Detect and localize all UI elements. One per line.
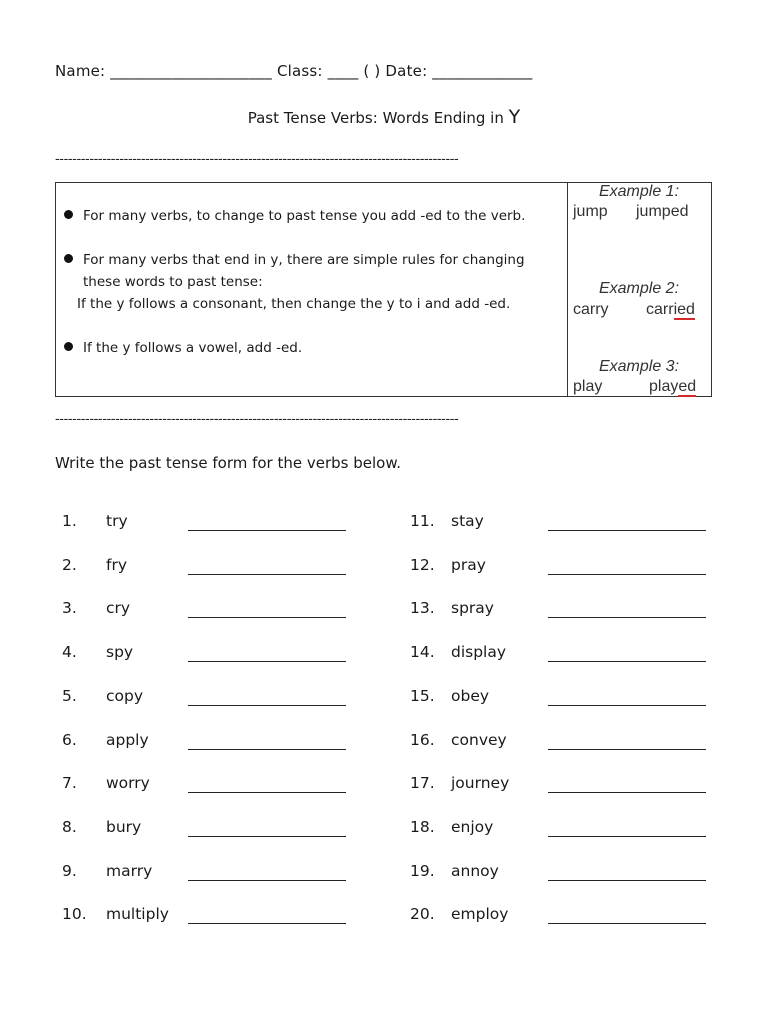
verb-number: 5. xyxy=(62,687,77,705)
answer-blank[interactable] xyxy=(548,687,706,706)
answer-blank[interactable] xyxy=(548,643,706,662)
verb-word: copy xyxy=(106,687,144,705)
verb-word: stay xyxy=(451,512,484,530)
answer-blank[interactable] xyxy=(188,731,346,750)
example-1-base: jump xyxy=(573,203,608,220)
verb-number: 19. xyxy=(410,862,435,880)
example-2-suffix: ied xyxy=(673,301,695,318)
title-text: Past Tense Verbs: Words Ending in xyxy=(247,109,504,127)
answer-blank[interactable] xyxy=(188,774,346,793)
example-3-suffix: ed xyxy=(678,378,697,395)
verb-word: apply xyxy=(106,731,149,749)
answer-blank[interactable] xyxy=(548,774,706,793)
bullet-icon xyxy=(64,210,73,219)
answer-blank[interactable] xyxy=(548,731,706,750)
example-2-title: Example 2: xyxy=(598,280,680,297)
verb-word: try xyxy=(106,512,128,530)
verb-word: obey xyxy=(451,687,490,705)
verb-number: 4. xyxy=(62,643,77,661)
verb-word: multiply xyxy=(106,905,169,923)
header-fields: Name: _____________________ Class: ____ ( ) Date: _____________ xyxy=(55,62,533,80)
verb-number: 10. xyxy=(62,905,87,923)
verb-word: marry xyxy=(106,862,153,880)
separator-bottom: ---------------------------------------------------------------------------------------------- xyxy=(55,412,459,427)
verb-word: pray xyxy=(451,556,486,574)
verb-word: journey xyxy=(451,774,510,792)
answer-blank[interactable] xyxy=(548,512,706,531)
title-letter: Y xyxy=(508,106,521,128)
bullet-icon xyxy=(64,254,73,263)
example-2-base: carry xyxy=(573,301,609,318)
rule-1: For many verbs, to change to past tense you add -ed to the verb. xyxy=(64,205,525,227)
rules-box xyxy=(55,182,712,397)
verb-number: 6. xyxy=(62,731,77,749)
verb-number: 16. xyxy=(410,731,435,749)
answer-blank[interactable] xyxy=(548,818,706,837)
verb-number: 8. xyxy=(62,818,77,836)
separator-top: ---------------------------------------------------------------------------------------------- xyxy=(55,152,459,167)
example-3-base: play xyxy=(573,378,603,395)
verb-word: spray xyxy=(451,599,494,617)
verb-number: 3. xyxy=(62,599,77,617)
example-1-title: Example 1: xyxy=(598,183,680,200)
verb-word: display xyxy=(451,643,507,661)
verb-word: convey xyxy=(451,731,507,749)
verb-number: 9. xyxy=(62,862,77,880)
rule-2: For many verbs that end in y, there are simple rules for changing these words to past tense: If the y follows a consonant, then change the y to i and add -ed. xyxy=(64,249,525,315)
answer-blank[interactable] xyxy=(188,556,346,575)
answer-blank[interactable] xyxy=(548,556,706,575)
answer-blank[interactable] xyxy=(548,905,706,924)
answer-blank[interactable] xyxy=(188,687,346,706)
verb-number: 20. xyxy=(410,905,435,923)
bullet-icon xyxy=(64,342,73,351)
verb-number: 13. xyxy=(410,599,435,617)
verb-number: 2. xyxy=(62,556,77,574)
example-1-past: jumped xyxy=(636,203,689,220)
rules-column xyxy=(56,183,568,396)
verb-number: 14. xyxy=(410,643,435,661)
answer-blank[interactable] xyxy=(548,862,706,881)
verb-word: spy xyxy=(106,643,134,661)
example-3-past: played xyxy=(649,378,697,395)
verb-word: employ xyxy=(451,905,509,923)
verb-number: 15. xyxy=(410,687,435,705)
answer-blank[interactable] xyxy=(188,905,346,924)
answer-blank[interactable] xyxy=(188,818,346,837)
answer-blank[interactable] xyxy=(548,599,706,618)
verb-word: fry xyxy=(106,556,128,574)
verb-number: 18. xyxy=(410,818,435,836)
page-title xyxy=(0,106,768,128)
verb-number: 11. xyxy=(410,512,435,530)
verb-number: 1. xyxy=(62,512,77,530)
examples-column xyxy=(567,183,711,396)
verb-word: bury xyxy=(106,818,142,836)
verb-word: enjoy xyxy=(451,818,494,836)
answer-blank[interactable] xyxy=(188,862,346,881)
verb-number: 12. xyxy=(410,556,435,574)
answer-blank[interactable] xyxy=(188,599,346,618)
answer-blank[interactable] xyxy=(188,512,346,531)
verb-number: 7. xyxy=(62,774,77,792)
verb-word: cry xyxy=(106,599,131,617)
example-2-past: carried xyxy=(646,301,695,318)
verb-number: 17. xyxy=(410,774,435,792)
rule-3: If the y follows a vowel, add -ed. xyxy=(64,337,302,359)
instruction: Write the past tense form for the verbs below. xyxy=(55,454,402,472)
verb-word: worry xyxy=(106,774,150,792)
answer-blank[interactable] xyxy=(188,643,346,662)
example-3-title: Example 3: xyxy=(598,358,680,375)
verb-word: annoy xyxy=(451,862,499,880)
